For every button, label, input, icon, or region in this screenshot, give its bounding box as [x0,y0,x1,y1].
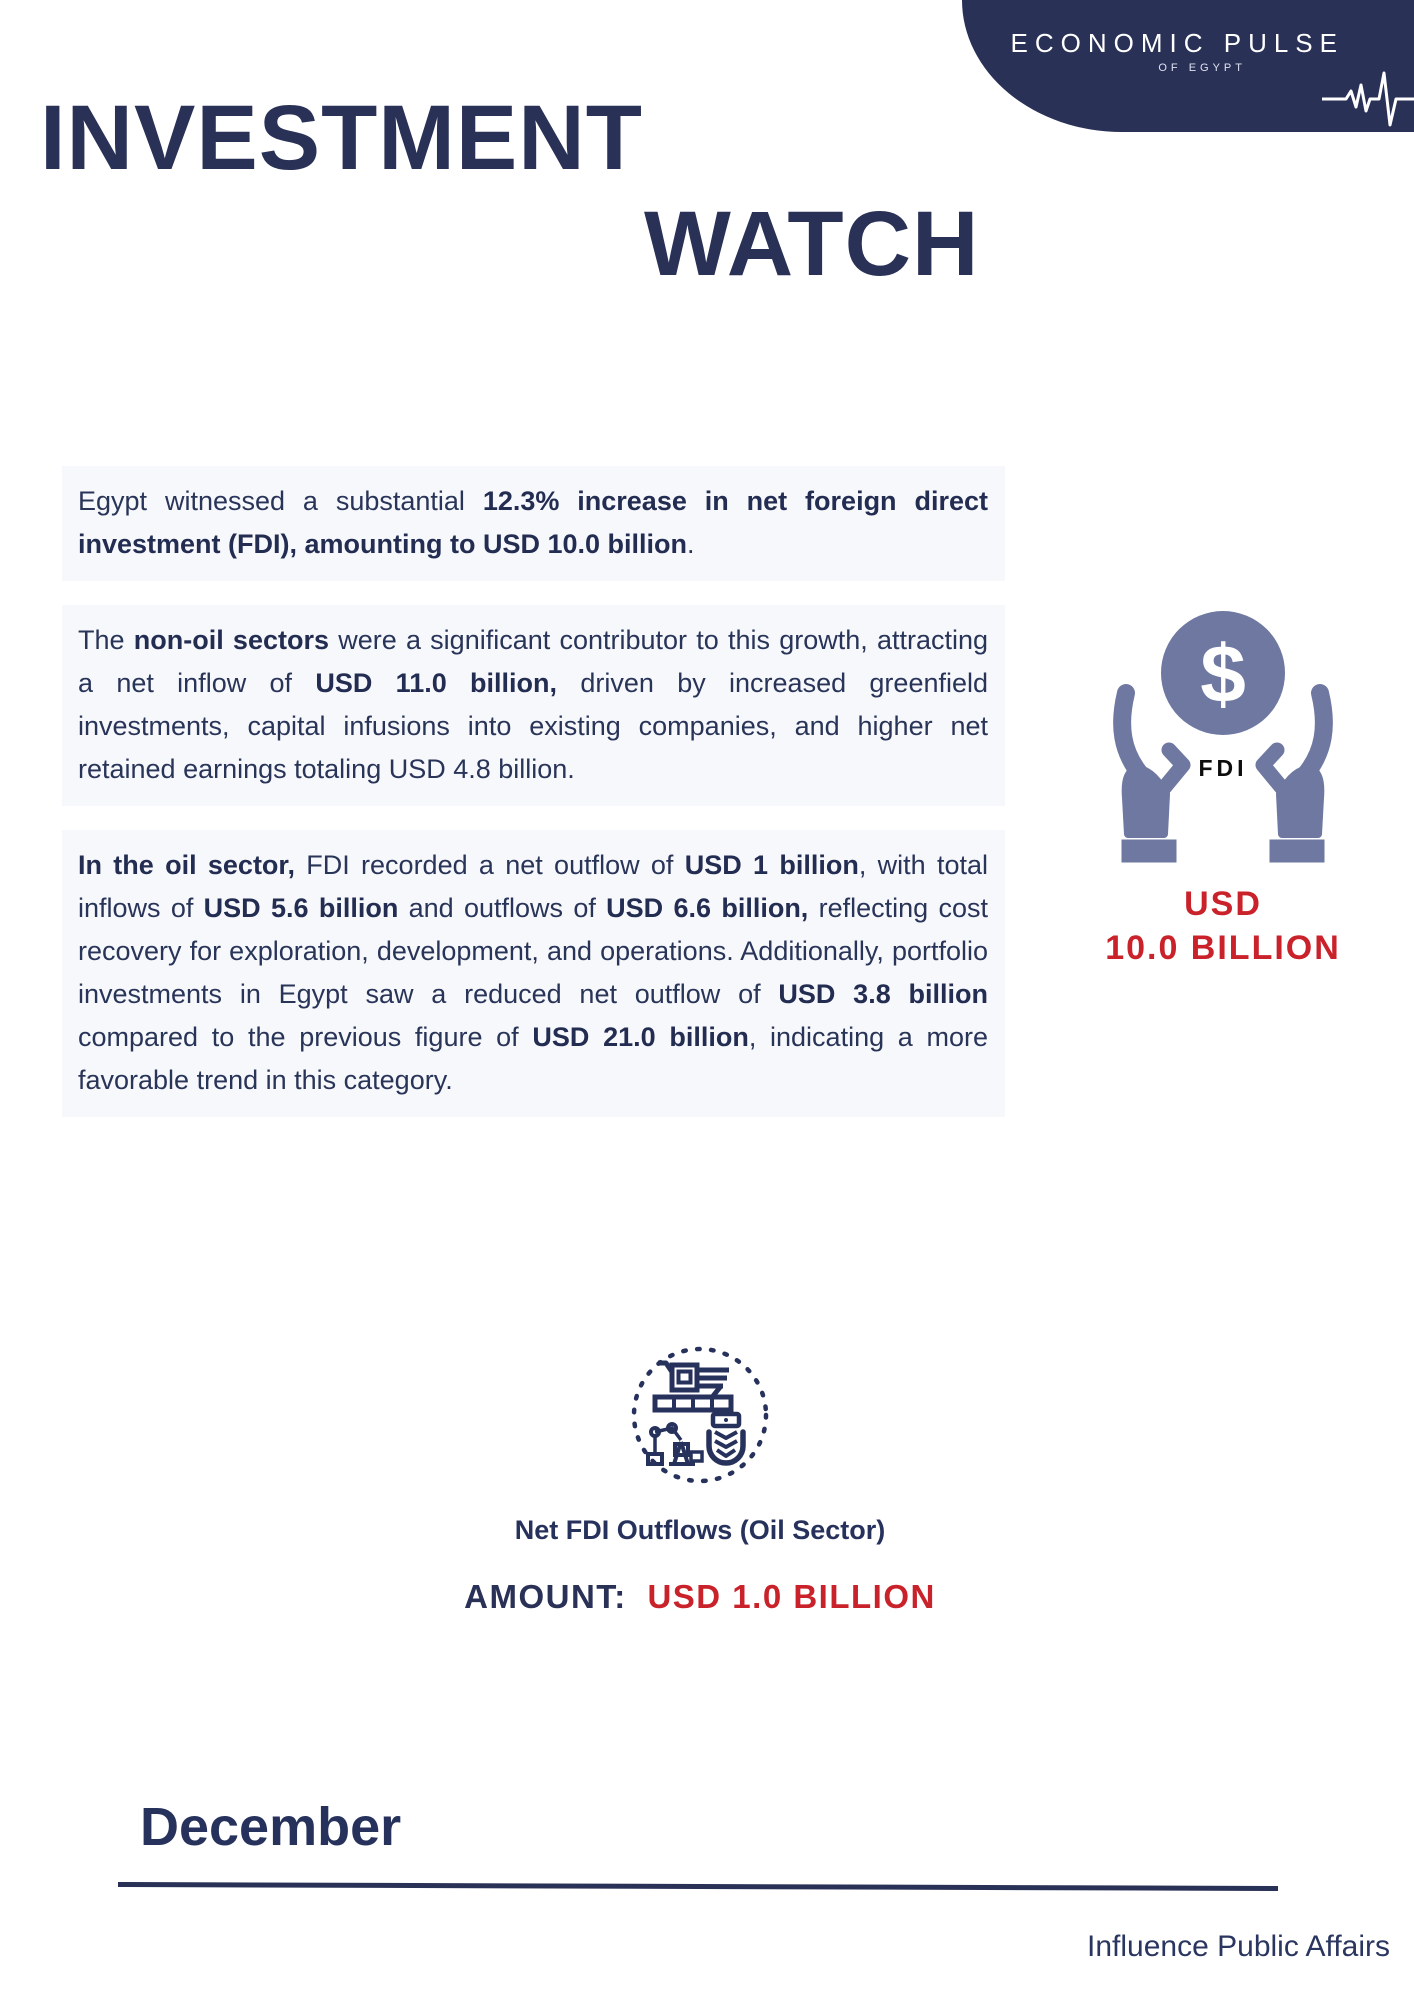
page-title-line2: WATCH [644,193,980,295]
right-hand [1263,693,1324,862]
fdi-label: FDI [1198,755,1248,781]
paragraph-fdi-total: Egypt witnessed a substantial 12.3% increase in net foreign direct investment (FDI), amounting to USD 10.0 billion. [62,466,1005,581]
body-copy [62,466,1005,1141]
dollar-sign: $ [1200,629,1246,720]
fdi-figure [1085,598,1361,970]
header-badge [962,0,1414,132]
oil-amount-value: USD 1.0 BILLION [647,1578,936,1615]
oil-industry-icon [625,1340,775,1490]
publisher-name: Influence Public Affairs [1087,1930,1390,1963]
oil-amount [330,1578,1070,1616]
footer-divider [118,1882,1278,1891]
brand-subtitle: OF EGYPT [1158,62,1246,74]
oil-figure [330,1340,1070,1616]
report-month: December [140,1797,402,1857]
paragraph-oil-sector: In the oil sector, FDI recorded a net outflow of USD 1 billion, with total inflows of USD 5.6 billion and outflows of USD 6.6 billion, reflecting cost recovery for exploration, development, and operations. Additionally, portfolio investments in Egypt saw a reduced net outflow of USD 3.8 billion compared to the previous figure of USD 21.0 billion, indicating a more favorable trend in this category. [62,830,1005,1117]
brand-name: ECONOMIC PULSE [1010,28,1344,58]
left-hand [1122,693,1183,862]
paragraph-non-oil: The non-oil sectors were a significant contributor to this growth, attracting a net inflow of USD 11.0 billion, driven by increased greenfield investments, capital infusions into existing companies, and higher net retained earnings totaling USD 4.8 billion. [62,605,1005,806]
page-title-line1: INVESTMENT [40,87,643,189]
heartbeat-pulse-icon [1322,66,1414,128]
oil-amount-label: AMOUNT: [464,1578,627,1615]
fdi-amount-value: 10.0 BILLION [1105,928,1341,967]
hands-holding-coin-icon [1100,598,1346,864]
fdi-amount [1085,883,1361,970]
fdi-amount-currency: USD [1184,885,1262,923]
oil-caption: Net FDI Outflows (Oil Sector) [514,1515,886,1545]
